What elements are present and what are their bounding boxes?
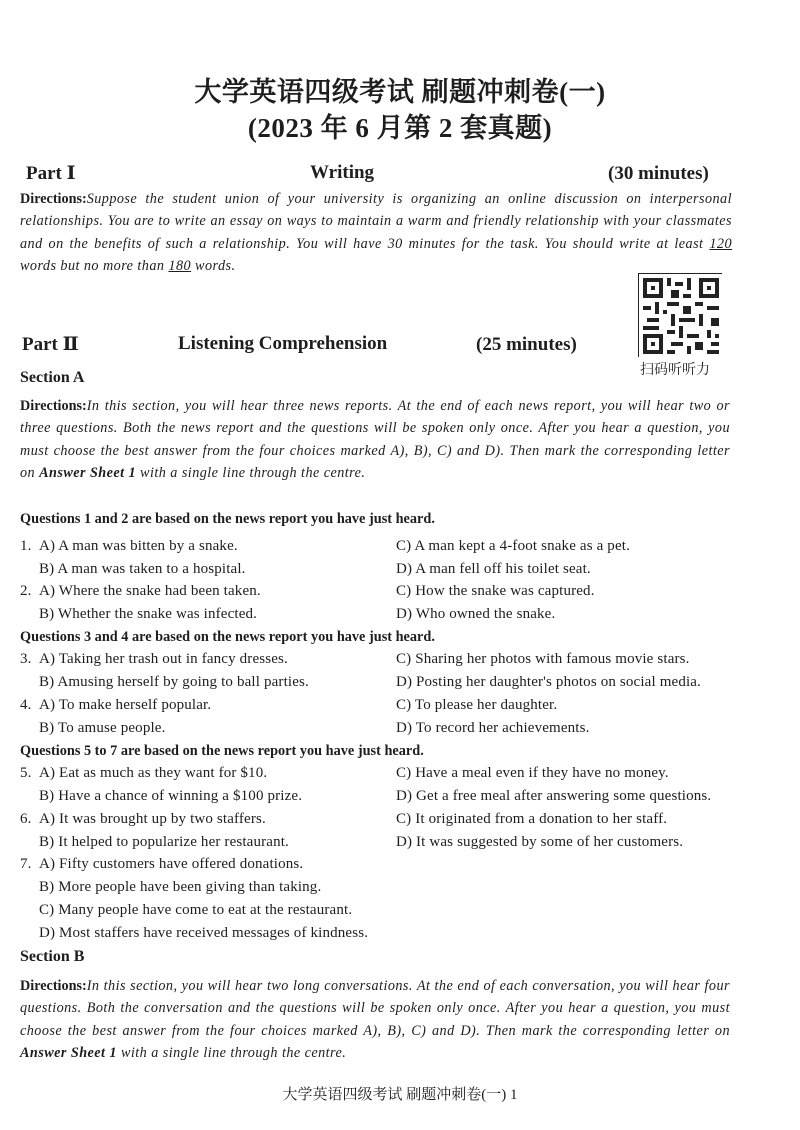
option-a[interactable]: A) Eat as much as they want for $10. — [39, 765, 268, 781]
option-c[interactable]: C) How the snake was captured. — [396, 583, 595, 599]
question-number: 7. — [20, 856, 32, 872]
part2-name: Listening Comprehension — [178, 333, 388, 354]
option-a[interactable]: A) Taking her trash out in fancy dresses. — [39, 651, 288, 667]
option-a[interactable]: A) Fifty customers have offered donations. — [39, 856, 304, 872]
directions-text: Suppose the student union of your university is organizing an online discussion on interpersonal relationships. You are to write an essay on ways to maintain a warm and friendly relationship with your classmates and on the benefits of such a relationship. You will have 30 minutes for the task. You should write at least — [20, 191, 732, 252]
part1-name: Writing — [310, 162, 375, 183]
part1-time: (30 minutes) — [608, 163, 709, 184]
question-number: 3. — [20, 651, 32, 667]
question-group-heading: Questions 5 to 7 are based on the news report you have just heard. — [20, 743, 424, 759]
option-c[interactable]: C) A man kept a 4-foot snake as a pet. — [396, 538, 630, 554]
question-number: 6. — [20, 811, 32, 827]
question-number: 5. — [20, 765, 32, 781]
option-b[interactable]: B) A man was taken to a hospital. — [39, 561, 246, 577]
option-c[interactable]: C) Many people have come to eat at the restaurant. — [39, 902, 353, 918]
section-b-directions: Directions:In this section, you will hear two long conversations. At the end of each conversation, you will hear four questions. Both the conversation and the questions will be spoken only once. After you hear a question, you must choose the best answer from the four choices marked A), B), C) and D). Then mark the corresponding letter on Answer Sheet 1 with a single line through the centre. — [20, 978, 730, 1061]
option-b[interactable]: B) Amusing herself by going to ball parties. — [39, 674, 309, 690]
max-words: 180 — [168, 257, 192, 274]
part2-label: Part Ⅱ — [22, 334, 79, 355]
exam-title: 大学英语四级考试 刷题冲刺卷(一) — [194, 77, 606, 107]
option-a[interactable]: A) A man was bitten by a snake. — [39, 538, 238, 554]
section-b-heading: Section B — [20, 948, 85, 965]
section-a-heading: Section A — [20, 369, 85, 386]
question-number: 1. — [20, 538, 32, 554]
option-a[interactable]: A) Where the snake had been taken. — [39, 583, 261, 599]
question-number: 4. — [20, 697, 32, 713]
option-c[interactable]: C) To please her daughter. — [396, 697, 558, 713]
part1-label: Part Ⅰ — [26, 163, 76, 184]
directions-label: Directions: — [20, 191, 87, 207]
min-words: 120 — [709, 235, 732, 252]
part1-directions: Directions:Suppose the student union of your university is organizing an online discussion on interpersonal relationships. You are to write an essay on ways to maintain a warm and friendly relationship with your classmates and on the benefits of such a relationship. You will have 30 minutes for the task. You should write at least 120 words but no more than 180 words. — [20, 191, 732, 274]
option-d[interactable]: D) Most staffers have received messages of kindness. — [39, 925, 369, 941]
page-footer: 大学英语四级考试 刷题冲刺卷(一) 1 — [282, 1087, 518, 1103]
option-b[interactable]: B) It helped to popularize her restaurant. — [39, 834, 289, 850]
option-d[interactable]: D) Posting her daughter's photos on social media. — [396, 674, 702, 690]
question-group-heading: Questions 1 and 2 are based on the news report you have just heard. — [20, 511, 435, 527]
qr-caption: 扫码听听力 — [640, 362, 710, 378]
option-a[interactable]: A) It was brought up by two staffers. — [39, 811, 266, 827]
option-d[interactable]: D) It was suggested by some of her customers. — [396, 834, 684, 850]
option-d[interactable]: D) To record her achievements. — [396, 720, 590, 736]
question-group-heading: Questions 3 and 4 are based on the news report you have just heard. — [20, 629, 435, 645]
option-d[interactable]: D) A man fell off his toilet seat. — [396, 561, 591, 577]
option-c[interactable]: C) Have a meal even if they have no money. — [396, 765, 669, 781]
question-number: 2. — [20, 583, 32, 599]
option-b[interactable]: B) To amuse people. — [39, 720, 166, 736]
option-c[interactable]: C) It originated from a donation to her staff. — [396, 811, 668, 827]
answer-sheet-label: Answer Sheet 1 — [20, 1044, 117, 1061]
part2-time: (25 minutes) — [476, 334, 577, 355]
qr-code-icon[interactable] — [638, 273, 722, 357]
option-c[interactable]: C) Sharing her photos with famous movie stars. — [396, 651, 690, 667]
section-a-directions: Directions:In this section, you will hear three news reports. At the end of each news report, you will hear two or three questions. Both the news report and the questions will be spoken only once. After you hear a question, you must choose the best answer from the four choices marked A), B), C) and D). Then mark the corresponding letter on Answer Sheet 1 with a single line through the centre. — [20, 398, 730, 481]
option-d[interactable]: D) Get a free meal after answering some questions. — [396, 788, 712, 804]
option-d[interactable]: D) Who owned the snake. — [396, 606, 556, 622]
option-b[interactable]: B) Have a chance of winning a $100 prize. — [39, 788, 303, 804]
answer-sheet-label: Answer Sheet 1 — [39, 464, 137, 481]
option-b[interactable]: B) More people have been giving than taking. — [39, 879, 322, 895]
option-b[interactable]: B) Whether the snake was infected. — [39, 606, 258, 622]
exam-subtitle: (2023 年 6 月第 2 套真题) — [247, 113, 553, 143]
option-a[interactable]: A) To make herself popular. — [39, 697, 212, 713]
